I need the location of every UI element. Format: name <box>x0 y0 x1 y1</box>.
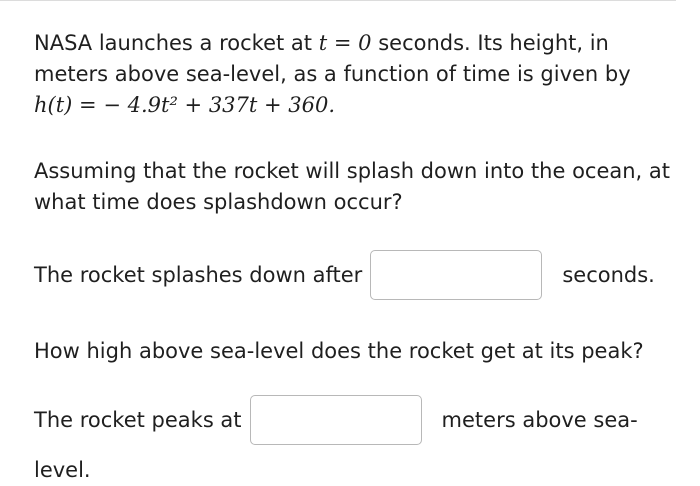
height-function: h(t) <box>34 93 73 117</box>
splashdown-time-input[interactable] <box>370 250 542 300</box>
peak-answer-suffix: meters above sea- <box>441 407 638 432</box>
peak-answer-block <box>34 395 674 486</box>
splashdown-answer-line <box>34 250 674 300</box>
time-zero: 0 <box>358 31 372 55</box>
equation-equals: = <box>79 93 97 117</box>
splashdown-answer-suffix: seconds. <box>562 262 655 287</box>
splashdown-answer-prefix: The rocket splashes down after <box>34 262 363 287</box>
intro-prefix: NASA launches a rocket at <box>34 31 313 55</box>
peak-answer-prefix: The rocket peaks at <box>34 407 242 432</box>
equals-sign: = <box>333 31 352 55</box>
splashdown-prompt: Assuming that the rocket will splash down into the ocean, at what time does splashdown occur? <box>34 159 671 214</box>
peak-answer-suffix-wrap: level. <box>34 458 91 482</box>
question-content <box>34 28 674 486</box>
height-equation: − 4.9t² + 337t + 360. <box>103 93 336 117</box>
peak-answer-line <box>34 395 674 445</box>
top-divider <box>0 0 676 1</box>
time-variable: t <box>318 31 328 55</box>
peak-height-input[interactable] <box>250 395 422 445</box>
intro-middle: seconds. Its height, in meters above sea-level, as a function of time is given by <box>34 31 631 86</box>
problem-statement <box>34 28 674 121</box>
peak-prompt: How high above sea-level does the rocket get at its peak? <box>34 339 644 363</box>
